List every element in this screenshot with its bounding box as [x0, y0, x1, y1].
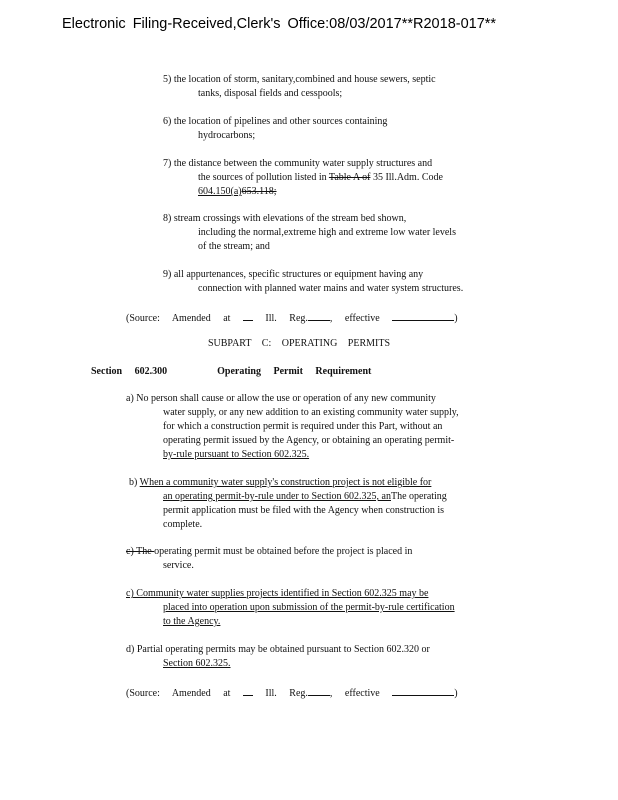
source-prefix: (Source: Amended at — [126, 313, 231, 324]
deleted-text: c) The — [126, 546, 155, 557]
item-line: 8) stream crossings with elevations of the stream bed shown, — [163, 213, 407, 224]
item-text: 35 Ill.Adm. Code — [370, 172, 443, 183]
source-effective: effective — [344, 313, 380, 324]
para-line: permit application must be filed with the Agency when construction is — [163, 505, 445, 516]
para-line: operating permit issued by the Agency, or obtaining an operating permit- — [163, 435, 455, 446]
source-ill-reg: Ill. Reg. — [265, 313, 308, 324]
para-line — [126, 615, 526, 629]
item-line: connection with planned water mains and water system structures. — [198, 283, 464, 294]
list-item — [163, 268, 513, 296]
para-line: for which a construction permit is required under this Part, without an — [163, 421, 443, 432]
blank-line — [392, 310, 454, 321]
item-line: of the stream; and — [198, 241, 270, 252]
paragraph-struck — [126, 545, 526, 573]
item-line: 5) the location of storm, sanitary,combined and house sewers, septic — [163, 74, 436, 85]
item-line: including the normal,extreme high and extreme low water levels — [198, 227, 456, 238]
deleted-text: Table A of — [328, 172, 371, 183]
para-line: water supply, or any new addition to an existing community water supply, — [163, 407, 459, 418]
list-item — [163, 157, 513, 199]
source-note: (Source: Amended at Ill. Reg. , effective ) — [126, 310, 458, 326]
blank-line — [243, 310, 253, 321]
deleted-text: 653.118; — [241, 186, 277, 197]
item-line: 7) the distance between the community water supply structures and — [163, 158, 433, 169]
para-label: b) — [129, 477, 140, 488]
list-item — [163, 115, 513, 143]
para-line: placed into operation upon submission of the permit-by-rule certification — [163, 602, 455, 613]
para-line — [129, 490, 529, 504]
paragraph-c — [126, 587, 526, 629]
para-line — [129, 476, 529, 490]
para-line — [126, 448, 526, 462]
list-item — [163, 212, 513, 254]
section-title: Operating Permit Requirement — [217, 366, 372, 377]
item-text: the sources of pollution listed in — [198, 172, 329, 183]
para-line: service. — [163, 560, 194, 571]
source-effective: effective — [344, 688, 380, 699]
item-line: hydrocarbons; — [198, 130, 256, 141]
para-line: a) No person shall cause or allow the use or operation of any new community — [126, 393, 436, 404]
paragraph-a — [126, 392, 526, 462]
para-line: d) Partial operating permits may be obtained pursuant to Section 602.320 or — [126, 644, 430, 655]
item-line — [163, 185, 513, 199]
source-note: (Source: Amended at Ill. Reg. , effective ) — [126, 685, 458, 701]
blank-line — [308, 310, 330, 321]
para-line: c) Community water supplies projects identified in Section 602.325 may be — [126, 588, 429, 599]
inserted-text: Section 602.325. — [163, 658, 231, 669]
inserted-text: 604.150(a) — [198, 186, 242, 197]
para-line — [126, 545, 526, 559]
paragraph-b — [129, 476, 529, 532]
section-heading — [91, 365, 371, 379]
para-text: operating permit must be obtained before the project is placed in — [154, 546, 413, 557]
paragraph-d — [126, 643, 526, 671]
item-line: 6) the location of pipelines and other sources containing — [163, 116, 388, 127]
blank-line — [392, 685, 454, 696]
list-item — [163, 73, 513, 101]
inserted-text: When a community water supply's construction project is not eligible for — [139, 477, 432, 488]
item-line: tanks, disposal fields and cesspools; — [198, 88, 343, 99]
electronic-filing-header: Electronic Filing-Received,Clerk's Office:08/03/2017**R2018-017** — [62, 16, 497, 32]
item-line: 9) all appurtenances, specific structures or equipment having any — [163, 269, 424, 280]
source-prefix: (Source: Amended at — [126, 688, 231, 699]
inserted-text: an operating permit-by-rule under to Section 602.325, an — [163, 491, 391, 502]
source-ill-reg: Ill. Reg. — [265, 688, 308, 699]
inserted-text: to the Agency. — [163, 616, 221, 627]
blank-line — [243, 685, 253, 696]
blank-line — [308, 685, 330, 696]
para-line — [126, 657, 526, 671]
para-line: complete. — [163, 519, 203, 530]
item-line — [163, 171, 513, 185]
subpart-heading: SUBPART C: OPERATING PERMITS — [207, 338, 391, 349]
section-number: Section 602.300 — [91, 366, 168, 377]
inserted-text: by-rule pursuant to Section 602.325. — [163, 449, 310, 460]
para-text: The operating — [391, 491, 447, 502]
